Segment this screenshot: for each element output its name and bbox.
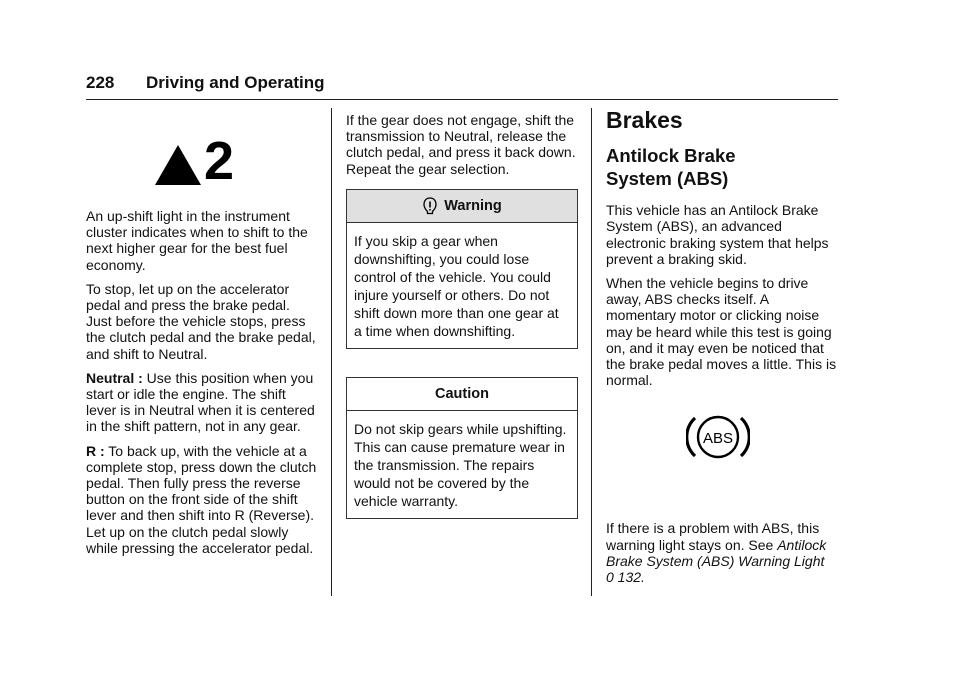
column-divider [591,108,592,596]
upshift-gear-number: 2 [204,131,235,191]
upshift-paragraph: An up-shift light in the instrument cluster indicates when to shift to the next higher gear for the best fuel economy. [86,208,308,273]
neutral-term: Neutral : [86,369,143,386]
upshift-light-graphic [86,122,318,208]
reverse-paragraph [86,443,318,556]
abs-warning-light-graphic [606,410,838,494]
neutral-text: Use this position when you start or idle the engine. The shift lever is in Neutral when it is centered in the shift pattern, not in any gear. [86,369,315,435]
column-divider [331,108,332,596]
page-reference: 0 132. [606,569,645,586]
stop-paragraph: To stop, let up on the accelerator pedal and press the brake pedal. Just before the vehicle stops, press the clutch pedal and the brake pedal, and shift to Neutral. [86,280,316,362]
warning-box [346,189,578,349]
abs-intro-paragraph: This vehicle has an Antilock Brake System (ABS), an advanced electronic braking system that helps prevent a braking skid. [606,202,829,267]
warning-icon [422,197,438,215]
column-right [606,107,838,593]
section-title: Driving and Operating [146,73,325,92]
page-header [86,71,838,100]
abs-heading: Antilock Brake System (ABS) [606,145,736,190]
neutral-paragraph [86,370,318,435]
abs-warning-light-link[interactable]: Antilock Brake System (ABS) Warning Light [606,536,827,569]
column-left [86,112,318,564]
abs-problem-text: If there is a problem with ABS, this warning light stays on. See [606,520,820,553]
caution-body: Do not skip gears while upshifting. This can cause premature wear in the transmission. The repairs would not be covered by the vehicle warranty. [354,420,567,509]
reverse-term: R : [86,442,105,459]
column-middle [346,112,578,547]
caution-title: Caution [435,385,489,402]
warning-body: If you skip a gear when downshifting, you could lose control of the vehicle. You could injure yourself or others. Do not shift down more than one gear at a time when downshifting. [354,232,559,339]
warning-title: Warning [444,197,502,214]
abs-icon [686,410,750,464]
abs-icon-label: ABS [702,430,734,448]
upshift-triangle-icon [155,145,201,185]
abs-problem-paragraph [606,520,838,585]
gear-engage-paragraph: If the gear does not engage, shift the transmission to Neutral, release the clutch pedal, and press it back down. Repeat the gear selection. [346,112,576,177]
reverse-text: To back up, with the vehicle at a complete stop, press down the clutch pedal. Then fully press the reverse button on the front side of the shift lever and then shift into R (Reverse). Let up on the clutch pedal slowly while pressing the accelerator pedal. [86,442,317,556]
caution-header [347,378,577,411]
page-number: 228 [86,73,115,92]
warning-header [347,190,577,223]
caution-box [346,377,578,519]
brakes-heading: Brakes [606,107,683,133]
abs-selfcheck-paragraph: When the vehicle begins to drive away, ABS checks itself. A momentary motor or clicking noise may be heard while this test is going on, and it may even be noticed that the brake pedal moves a little. This is normal. [606,275,837,389]
